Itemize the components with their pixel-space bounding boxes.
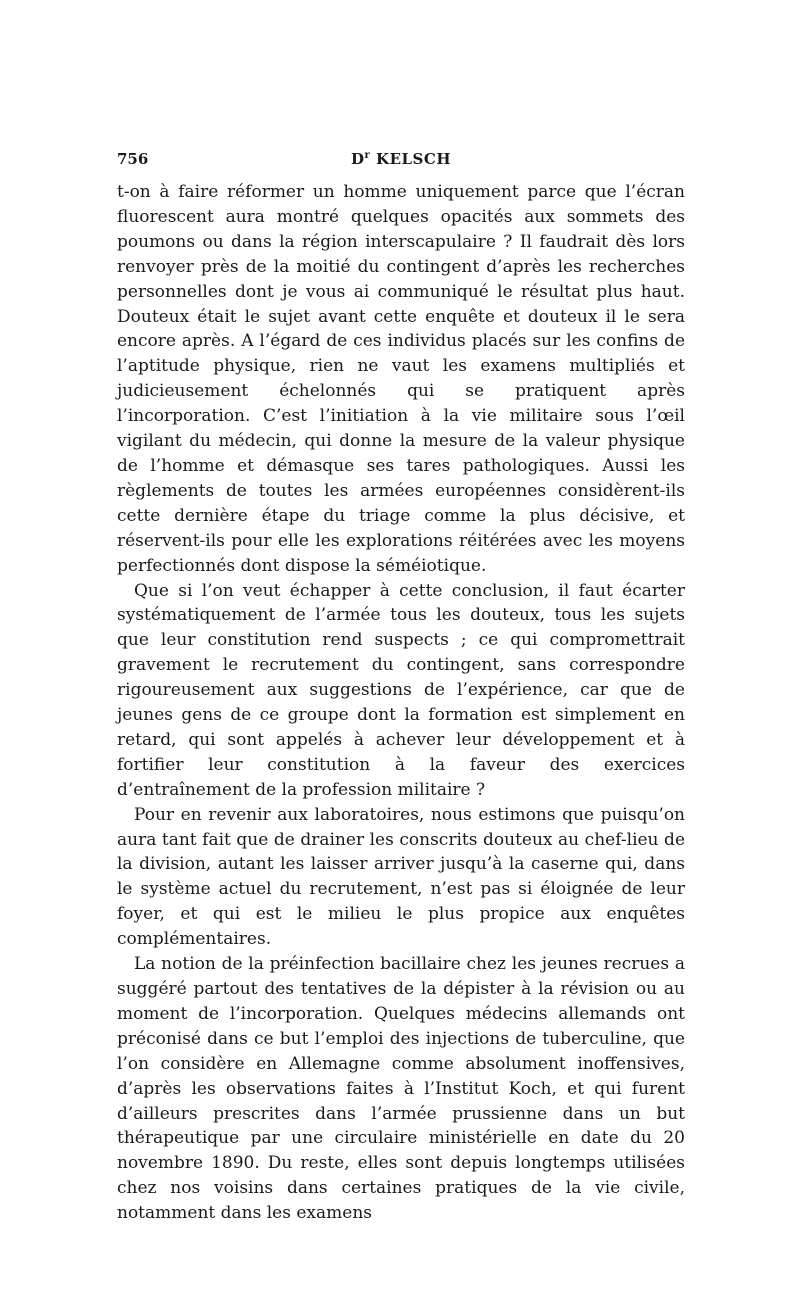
paragraph-continuation: t-on à faire réformer un homme uniquement parce que l’écran fluorescent aura montré quelques opacités aux sommets des poumons ou dans la région interscapulaire ? Il faudrait dès lors renvoyer près de la moitié du contingent d’après les recherches personnelles dont je vous ai communiqué le résultat plus haut. Douteux était le sujet avant cette enquête et douteux il le sera encore après. A l’égard de ces individus placés sur les confins de l’aptitude physique, rien ne vaut les examens multipliés et judicieusement échelonnés qui se pratiquent après l’incorporation. C’est l’initiation à la vie militaire sous l’œil vigilant du médecin, qui donne la mesure de la valeur physique de l’homme et démasque ses tares pathologiques. Aussi les règlements de toutes les armées européennes considèrent-ils cette dernière étape du triage comme la plus décisive, et réservent-ils pour elle les explorations réitérées avec les moyens perfectionnés dont dispose la séméiotique. — [117, 182, 685, 576]
header-author — [351, 150, 451, 168]
page-number: 756 — [117, 150, 149, 168]
author-prefix: D — [351, 150, 365, 168]
paragraph: Que si l’on veut échapper à cette conclusion, il faut écarter systématiquement de l’armée tous les douteux, tous les sujets que leur constitution rend suspects ; ce qui compromettrait gravement le recrutement du contingent, sans correspondre rigoureusement aux suggestions de l’expérience, car que de jeunes gens de ce groupe dont la formation est simplement en retard, qui sont appelés à achever leur développement et à fortifier leur constitution à la faveur des exercices d’entraînement de la profession militaire ? — [117, 580, 685, 800]
author-name: KELSCH — [376, 150, 451, 168]
paragraph: La notion de la préinfection bacillaire chez les jeunes recrues a suggéré partout des tentatives de la dépister à la révision ou au moment de l’incorporation. Quelques médecins allemands ont préconisé dans ce but l’emploi des injections de tuberculine, que l’on considère en Allemagne comme absolument inoffensives, d’après les observations faites à l’Institut Koch, et qui furent d’ailleurs prescrites dans l’armée prussienne dans un but thérapeutique par une circulaire ministérielle en date du 20 novembre 1890. Du reste, elles sont depuis longtemps utilisées chez nos voisins dans certaines pratiques de la vie civile, notamment dans les examens — [117, 954, 685, 1224]
book-page — [117, 150, 685, 1226]
author-superscript: r — [364, 150, 371, 161]
paragraph: Pour en revenir aux laboratoires, nous estimons que puisqu’on aura tant fait que de drainer les conscrits douteux au chef-lieu de la division, autant les laisser arriver jusqu’à la caserne qui, dans le système actuel du recrutement, n’est pas si éloignée de leur foyer, et qui est le milieu le plus propice aux enquêtes complémentaires. — [117, 804, 685, 950]
running-head — [117, 150, 685, 180]
